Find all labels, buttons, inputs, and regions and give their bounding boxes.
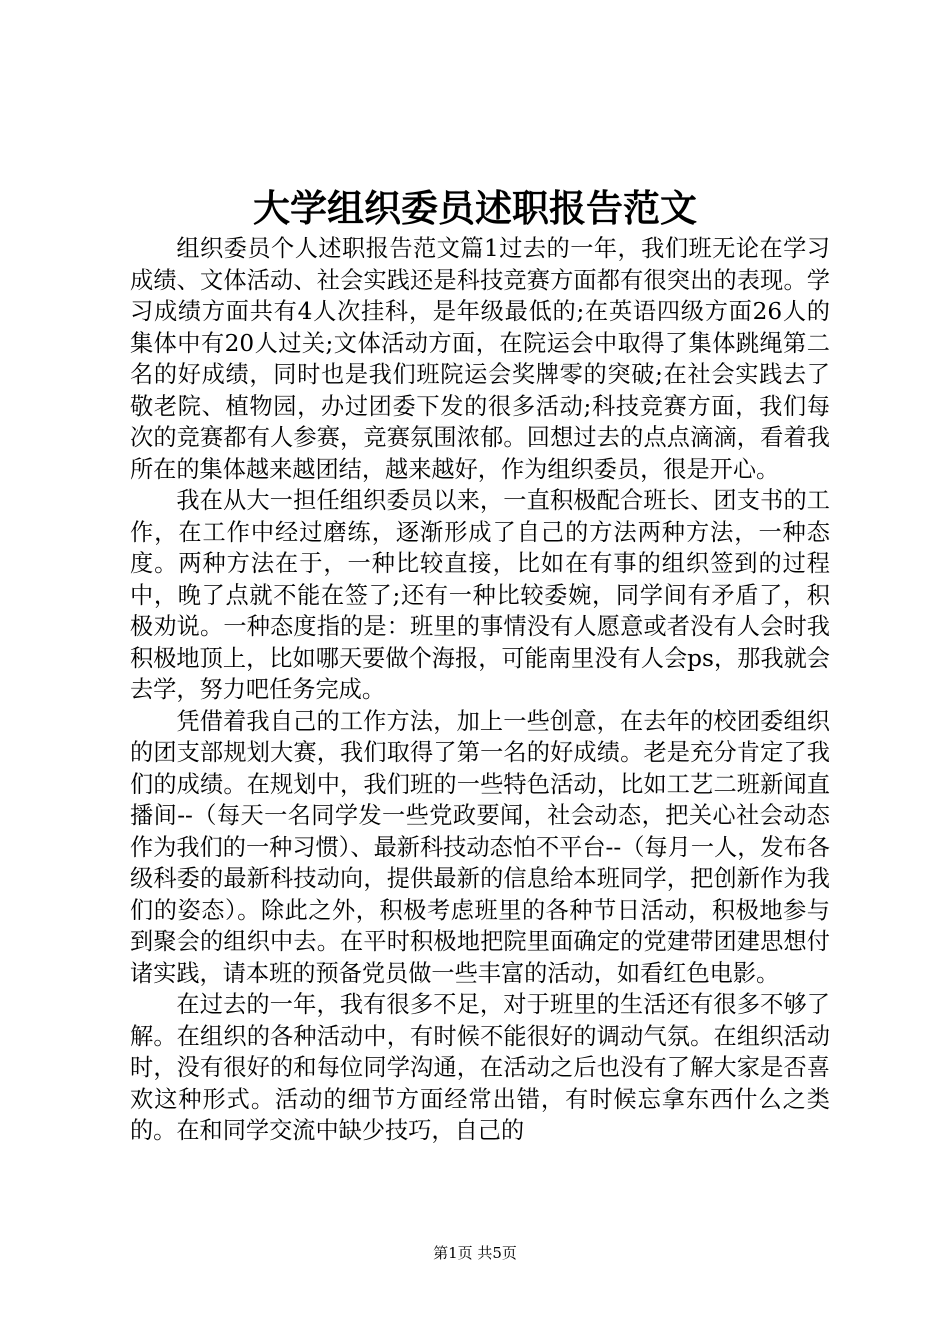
- paragraph-2: 我在从大一担任组织委员以来，一直积极配合班长、团支书的工作，在工作中经过磨练，逐渐形成了自己的方法两种方法，一种态度。两种方法在于，一种比较直接，比如在有事的组织签到的过程中，晚了点就不能在签了;还有一种比较委婉，同学间有矛盾了，积极劝说。一种态度指的是：班里的事情没有人愿意或者没有人会时我积极地顶上，比如哪天要做个海报，可能南里没有人会ps，那我就会去学，努力吧任务完成。: [130, 487, 830, 703]
- paragraph-1: 组织委员个人述职报告范文篇1过去的一年，我们班无论在学习成绩、文体活动、社会实践还是科技竞赛方面都有很突出的表现。学习成绩方面共有4人次挂科，是年级最低的;在英语四级方面26人的集体中有20人过关;文体活动方面，在院运会中取得了集体跳绳第二名的好成绩，同时也是我们班院运会奖牌零的突破;在社会实践去了敬老院、植物园，办过团委下发的很多活动;科技竞赛方面，我们每次的竞赛都有人参赛，竞赛氛围浓郁。回想过去的点点滴滴，看着我所在的集体越来越团结，越来越好，作为组织委员，很是开心。: [130, 235, 830, 483]
- page-number-footer: 第1页 共5页: [433, 1244, 517, 1262]
- document-title: 大学组织委员述职报告范文: [253, 186, 697, 230]
- document-body: [130, 233, 830, 1147]
- paragraph-3: 凭借着我自己的工作方法，加上一些创意，在去年的校团委组织的团支部规划大赛，我们取得了第一名的好成绩。老是充分肯定了我们的成绩。在规划中，我们班的一些特色活动，比如工艺二班新闻直播间--（每天一名同学发一些党政要闻，社会动态，把关心社会动态作为我们的一种习惯）、最新科技动态怕不平台--（每月一人，发布各级科委的最新科技动向，提供最新的信息给本班同学，把创新作为我们的姿态）。除此之外，积极考虑班里的各种节日活动，积极地参与到聚会的组织中去。在平时积极地把院里面确定的党建带团建思想付诸实践，请本班的预备党员做一些丰富的活动，如看红色电影。: [130, 707, 830, 987]
- paragraph-4: 在过去的一年，我有很多不足，对于班里的生活还有很多不够了解。在组织的各种活动中，有时候不能很好的调动气氛。在组织活动时，没有很好的和每位同学沟通，在活动之后也没有了解大家是否喜欢这种形式。活动的细节方面经常出错，有时候忘拿东西什么之类的。在和同学交流中缺少技巧，自己的: [130, 991, 830, 1144]
